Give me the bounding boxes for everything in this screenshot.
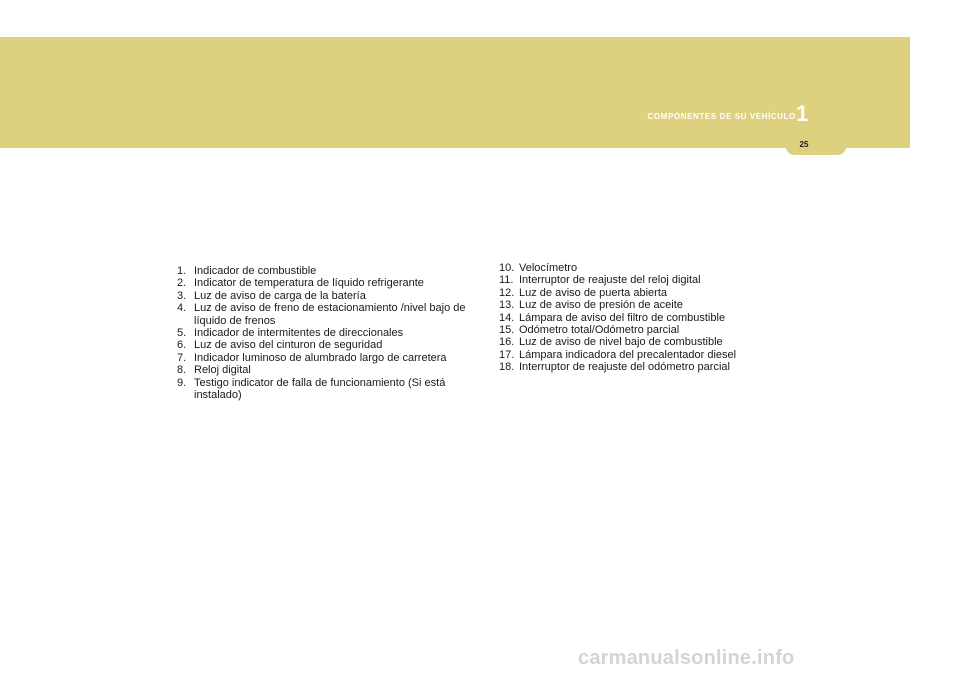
page-number: 25 (799, 140, 809, 149)
legend-item-number: 8. (177, 364, 187, 377)
legend-item-text: Luz de aviso de presión de aceite (519, 299, 683, 312)
legend-item-text: Velocímetro (519, 262, 578, 274)
legend-item-text: Reloj digital (194, 364, 251, 377)
legend-item (177, 364, 479, 376)
legend-item-number: 4. (177, 302, 187, 315)
legend-item-number: 17. (499, 348, 515, 361)
legend-item-text: Luz de aviso de nivel bajo de combustible (519, 336, 723, 349)
legend-item-number: 9. (177, 376, 187, 389)
legend-item (499, 349, 744, 361)
legend-item (177, 327, 479, 339)
header-band (0, 37, 910, 148)
watermark: carmanualsonline.info (578, 647, 795, 669)
legend-item-number: 3. (177, 289, 187, 302)
legend-item-text: Indicador de combustible (194, 265, 317, 277)
legend-item (499, 299, 744, 311)
legend-item (177, 265, 479, 277)
legend-item-number: 11. (499, 274, 514, 287)
legend-list-right (499, 262, 744, 374)
chapter-number: 1 (796, 101, 809, 126)
legend-item (177, 290, 479, 302)
legend-item (499, 324, 744, 336)
legend-item-text: Odómetro total/Odómetro parcial (519, 324, 680, 337)
legend-item-text: Indicator de temperatura de líquido refrigerante (194, 277, 424, 290)
legend-item-text: Luz de aviso de carga de la batería (194, 289, 366, 302)
legend-item-text: Interruptor de reajuste del odómetro parcial (519, 361, 730, 374)
legend-item (499, 312, 744, 324)
legend-item-number: 13. (499, 299, 515, 312)
legend-item-text: Luz de aviso del cinturon de seguridad (194, 339, 383, 352)
legend-item-number: 2. (177, 277, 187, 290)
legend-item (499, 287, 744, 299)
legend-item (177, 277, 479, 289)
legend-item-number: 14. (499, 311, 515, 324)
legend-item-text: Indicador de intermitentes de direccionales (194, 327, 404, 340)
section-title: COMPONENTES DE SU VEHÍCULO (647, 112, 796, 121)
legend-item-text: Luz de aviso de freno de estacionamiento /nivel bajo de líquido de frenos (194, 302, 466, 327)
legend-item-text: Testigo indicator de falla de funcionamiento (Si está instalado) (194, 376, 446, 402)
legend-item (499, 336, 744, 348)
legend-item (499, 361, 744, 373)
legend-item-number: 12. (499, 286, 515, 299)
legend-item-text: Lámpara de aviso del filtro de combustible (519, 311, 726, 324)
legend-list-left (177, 265, 479, 401)
legend-item (177, 352, 479, 364)
legend-item (177, 377, 479, 402)
legend-item-number: 6. (177, 339, 187, 352)
legend-item (177, 339, 479, 351)
legend-item (177, 302, 479, 327)
legend-item-number: 10. (499, 262, 515, 274)
legend-item-number: 15. (499, 324, 515, 337)
legend-item-number: 5. (177, 327, 187, 340)
legend-item-number: 16. (499, 336, 515, 349)
legend-item (499, 274, 744, 286)
legend-item-text: Luz de aviso de puerta abierta (519, 286, 667, 299)
legend-item-text: Indicador luminoso de alumbrado largo de carretera (194, 351, 447, 364)
legend-item-number: 7. (177, 351, 187, 364)
legend-item (499, 262, 744, 274)
legend-item-text: Interruptor de reajuste del reloj digital (519, 274, 701, 287)
legend-item-number: 18. (499, 361, 515, 374)
legend-item-text: Lámpara indicadora del precalentador diesel (519, 348, 737, 361)
legend-item-number: 1. (177, 265, 187, 277)
